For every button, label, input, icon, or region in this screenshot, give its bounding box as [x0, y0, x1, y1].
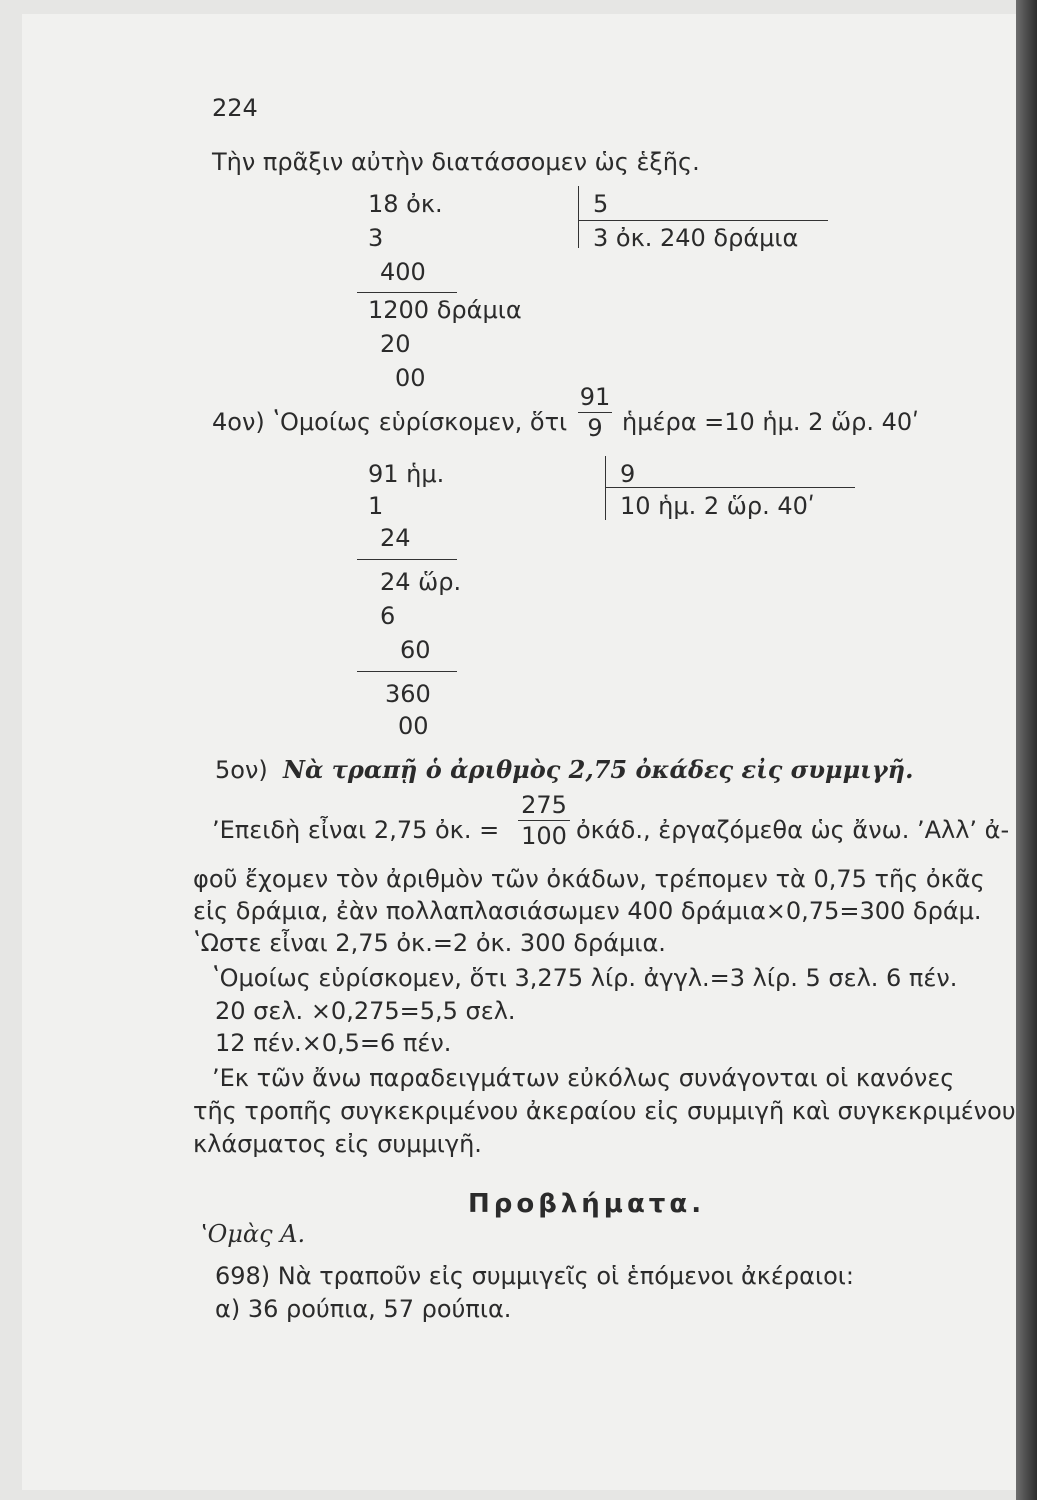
fraction-bar [518, 820, 570, 821]
intro-line: Τὴν πρᾶξιν αὐτὴν διατάσσομεν ὡς ἑξῆς. [212, 148, 700, 176]
div2-quotient: 10 ἡμ. 2 ὥρ. 40ʹ [620, 492, 815, 520]
div2-divisor: 9 [620, 460, 636, 488]
div1-line: 00 [395, 364, 426, 392]
group-label: ʽΟμὰς Α. [200, 1220, 306, 1248]
div2-line: 360 [385, 680, 431, 708]
text-line: ʼΕκ τῶν ἄνω παραδειγμάτων εὐκόλως συνάγονται οἱ κανόνες [212, 1064, 955, 1092]
fraction-denominator: 100 [521, 822, 567, 850]
div1-line: 1200 δράμια [368, 296, 522, 324]
div2-line: 91 ἡμ. [368, 460, 445, 488]
item4-fraction [578, 385, 612, 440]
div2-rule [357, 671, 457, 672]
div2-line: 6 [380, 602, 396, 630]
div2-quotient-rule [605, 487, 855, 488]
div2-line: 24 ὥρ. [380, 568, 462, 596]
item4-lead: 4ον) ʽΟμοίως εὑρίσκομεν, ὅτι [212, 408, 568, 436]
text-line: φοῦ ἔχομεν τὸν ἀριθμὸν τῶν ὀκάδων, τρέπομεν τὰ 0,75 τῆς ὀκᾶς [193, 865, 985, 893]
para1-fraction [518, 793, 570, 848]
text-line: 12 πέν.×0,5=6 πέν. [215, 1029, 452, 1057]
problem-statement: 698) Νὰ τραποῦν εἰς συμμιγεῖς οἱ ἑπόμενοι ἀκέραιοι: [215, 1262, 854, 1290]
div1-line: 18 ὀκ. [368, 190, 443, 218]
fraction-numerator: 91 [579, 383, 611, 411]
div1-divisor: 5 [593, 190, 609, 218]
problem-item: α) 36 ρούπια, 57 ρούπια. [215, 1295, 512, 1323]
text-line: τῆς τροπῆς συγκεκριμένου ἀκεραίου εἰς συμμιγῆ καὶ συγκεκριμένου [193, 1097, 1016, 1125]
book-binding-edge [1016, 0, 1037, 1500]
item4-tail: ἡμέρα =10 ἡμ. 2 ὥρ. 40ʹ [622, 408, 919, 436]
text-line: 20 σελ. ×0,275=5,5 σελ. [215, 997, 516, 1025]
text-line: ʽΟμοίως εὑρίσκομεν, ὅτι 3,275 λίρ. ἀγγλ.=3 λίρ. 5 σελ. 6 πέν. [212, 964, 958, 992]
div1-line: 3 [368, 224, 384, 252]
div1-separator [578, 186, 579, 248]
page-number: 224 [212, 94, 258, 122]
div1-rule [357, 292, 457, 293]
div2-line: 00 [398, 712, 429, 740]
div1-line: 20 [380, 330, 411, 358]
div2-separator [605, 456, 606, 520]
fraction-denominator: 9 [587, 414, 603, 442]
fraction-numerator: 275 [521, 791, 567, 819]
div1-line: 400 [380, 258, 426, 286]
para1-lead: ʼΕπειδὴ εἶναι 2,75 ὀκ. = [212, 816, 500, 844]
text-line: εἰς δράμια, ἐὰν πολλαπλασιάσωμεν 400 δράμια×0,75=300 δράμ. [193, 897, 982, 925]
div2-line: 60 [400, 636, 431, 664]
fraction-bar [578, 412, 612, 413]
div2-rule [357, 559, 457, 560]
para1-tail: ὀκάδ., ἐργαζόμεθα ὡς ἄνω. ʼΑλλʼ ἀ- [576, 816, 1010, 844]
div1-quotient: 3 ὀκ. 240 δράμια [593, 224, 799, 252]
text-line: κλάσματος εἰς συμμιγῆ. [193, 1130, 482, 1158]
text-line: ʽΩστε εἶναι 2,75 ὀκ.=2 ὀκ. 300 δράμια. [193, 929, 666, 957]
item5-title: Νὰ τραπῇ ὁ ἀριθμὸς 2,75 ὀκάδες εἰς συμμιγῆ. [283, 755, 914, 784]
div2-line: 24 [380, 524, 411, 552]
section-title: Προβλήματα. [468, 1189, 706, 1219]
div2-line: 1 [368, 492, 384, 520]
div1-quotient-rule [578, 220, 828, 221]
item5-label: 5ον) [215, 756, 268, 784]
